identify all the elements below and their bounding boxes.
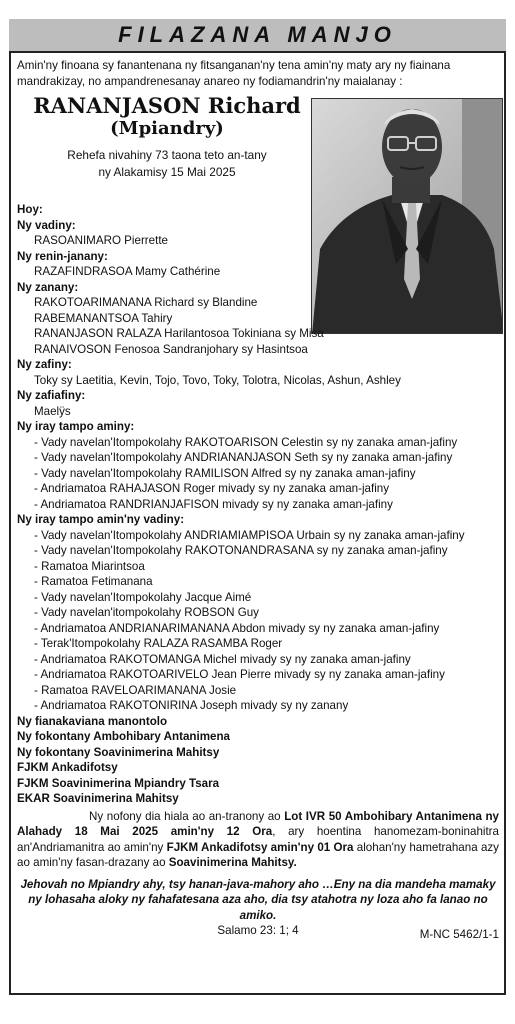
notice-code: M-NC 5462/1-1 <box>419 928 499 941</box>
age-info <box>17 147 317 181</box>
mother-in-law-name: RAZAFINDRASOA Mamy Cathérine <box>34 265 221 278</box>
child-entry: RANANJASON RALAZA Harilantosoa Tokiniana sy Misa <box>34 327 324 340</box>
age-line: Rehefa nivahiny 73 taona teto an-tany <box>67 148 267 162</box>
spouse-sibling-entry: - Andriamatoa ANDRIANARIMANANA Abdon mivady sy ny zanaka aman-jafiny <box>34 621 440 635</box>
sibling-entry: - Vady navelan'Itompokolahy ANDRIANANJASON Seth sy ny zanaka aman-jafiny <box>34 451 453 464</box>
notice-text-1: Ny nofony dia hiala ao an-tranony ao <box>89 809 285 823</box>
family-list <box>17 202 499 807</box>
child-entry: RANAIVOSON Fenosoa Sandranjohary sy Hasintsoa <box>34 342 308 356</box>
child-entry: RABEMANANTSOA Tahiry <box>34 311 173 325</box>
spouse-sibling-entry: - Terak'Itompokolahy RALAZA RASAMBA Roger <box>34 637 283 650</box>
spouse-sibling-entry: - Vady navelan'Itompokolahy ANDRIAMIAMPISOA Urbain sy ny zanaka aman-jafiny <box>34 528 465 542</box>
spouse-sibling-entry: - Ramatoa Fetimanana <box>34 575 153 588</box>
deceased-nickname: (Mpiandry) <box>110 118 224 139</box>
great-grandchildren-label: Ny zafiafiny: <box>17 389 86 402</box>
siblings-label: Ny iray tampo aminy: <box>17 420 135 433</box>
org-entry: Ny fokontany Ambohibary Antanimena <box>17 730 231 743</box>
intro-text: Amin'ny finoana sy fanantenana ny fitsanganan'ny tena amin'ny maty ary ny fiainana mandrakizay, no ampandrenesanay anareo ny fodiamandrin'ny maialanay : <box>17 59 451 88</box>
sibling-entry: - Vady navelan'Itompokolahy RAKOTOARISON Celestin sy ny zanaka aman-jafiny <box>34 435 458 449</box>
header-banner <box>9 19 506 53</box>
notice-text-3: alohan'ny hametrahana azy ao amin'ny fasan-drazany ao <box>17 840 499 869</box>
spouse-sibling-entry: - Ramatoa RAVELOARIMANANA Josie <box>34 683 237 697</box>
deceased-name: RANANJASON Richard <box>33 93 301 118</box>
spouse-sibling-entry: - Andriamatoa RAKOTOARIVELO Jean Pierre mivady sy ny zanaka aman-jafiny <box>34 668 445 681</box>
obituary-body <box>17 58 499 939</box>
great-grandchildren-names: Maelÿs <box>34 404 71 418</box>
psalm-reference: Salamo 23: 1; 4 <box>217 924 299 937</box>
spouse-siblings-label: Ny iray tampo amin'ny vadiny: <box>17 513 185 526</box>
spouse-sibling-entry: - Vady navelan'Itompokolahy RAKOTONANDRASANA sy ny zanaka aman-jafiny <box>34 544 448 557</box>
grandchildren-label: Ny zafiny: <box>17 358 72 371</box>
spouse-sibling-entry: - Andriamatoa RAKOTONIRINA Joseph mivady sy ny zanany <box>34 699 349 712</box>
org-entry: EKAR Soavinimerina Mahitsy <box>17 792 179 805</box>
header-title: FILAZANA MANJO <box>118 22 397 47</box>
child-entry: RAKOTOARIMANANA Richard sy Blandine <box>34 296 258 309</box>
org-entry: FJKM Ankadifotsy <box>17 761 118 774</box>
death-date: ny Alakamisy 15 Mai 2025 <box>98 165 236 179</box>
notice-text-2: , ary hoentina hanomezam-boninahitra an'Andriamanitra ao amin'ny <box>17 825 499 854</box>
org-entry: Ny fianakaviana manontolo <box>17 714 168 728</box>
spouse-label: Ny vadiny: <box>17 218 76 232</box>
org-entry: Ny fokontany Soavinimerina Mahitsy <box>17 745 220 759</box>
grandchildren-names: Toky sy Laetitia, Kevin, Tojo, Tovo, Toky, Tolotra, Nicolas, Ashun, Ashley <box>34 373 401 387</box>
mother-in-law-label: Ny renin-janany: <box>17 249 108 263</box>
notice-bold-1: Lot IVR 50 Ambohibary Antanimena ny Alahady 18 Mai 2025 amin'ny 12 Ora <box>17 809 499 838</box>
deceased-block <box>17 94 499 202</box>
notice-bold-3: Soavinimerina Mahitsy. <box>168 856 297 869</box>
org-entry: FJKM Soavinimerina Mpiandry Tsara <box>17 776 220 790</box>
spouse-sibling-entry: - Ramatoa Miarintsoa <box>34 559 145 573</box>
spouse-sibling-entry: - Andriamatoa RAKOTOMANGA Michel mivady sy ny zanaka aman-jafiny <box>34 652 411 666</box>
sibling-entry: - Andriamatoa RANDRIANJAFISON mivady sy ny zanaka aman-jafiny <box>34 497 393 511</box>
hoy-label: Hoy: <box>17 203 43 216</box>
spouse-sibling-entry: - Vady navelan'Itompokolahy Jacque Aimé <box>34 590 252 604</box>
spouse-sibling-entry: - Vady navelan'itompokolahy ROBSON Guy <box>34 606 259 619</box>
sibling-entry: - Vady navelan'Itompokolahy RAMILISON Alfred sy ny zanaka aman-jafiny <box>34 466 416 480</box>
reference-row <box>17 923 499 939</box>
sibling-entry: - Andriamatoa RAHAJASON Roger mivady sy ny zanaka aman-jafiny <box>34 482 390 495</box>
children-label: Ny zanany: <box>17 280 79 294</box>
spouse-name: RASOANIMARO Pierrette <box>34 234 169 247</box>
scripture-quote: Jehovah no Mpiandry ahy, tsy hanan-java-mahory aho …Eny na dia mandeha mamaky ny lohasaha aloky ny fahafatesana aza aho, dia tsy atahotra ny loza aho fa lanao no amiko. <box>20 877 496 922</box>
notice-bold-2: FJKM Ankadifotsy amin'ny 01 Ora <box>166 840 354 854</box>
funeral-notice <box>17 809 499 871</box>
